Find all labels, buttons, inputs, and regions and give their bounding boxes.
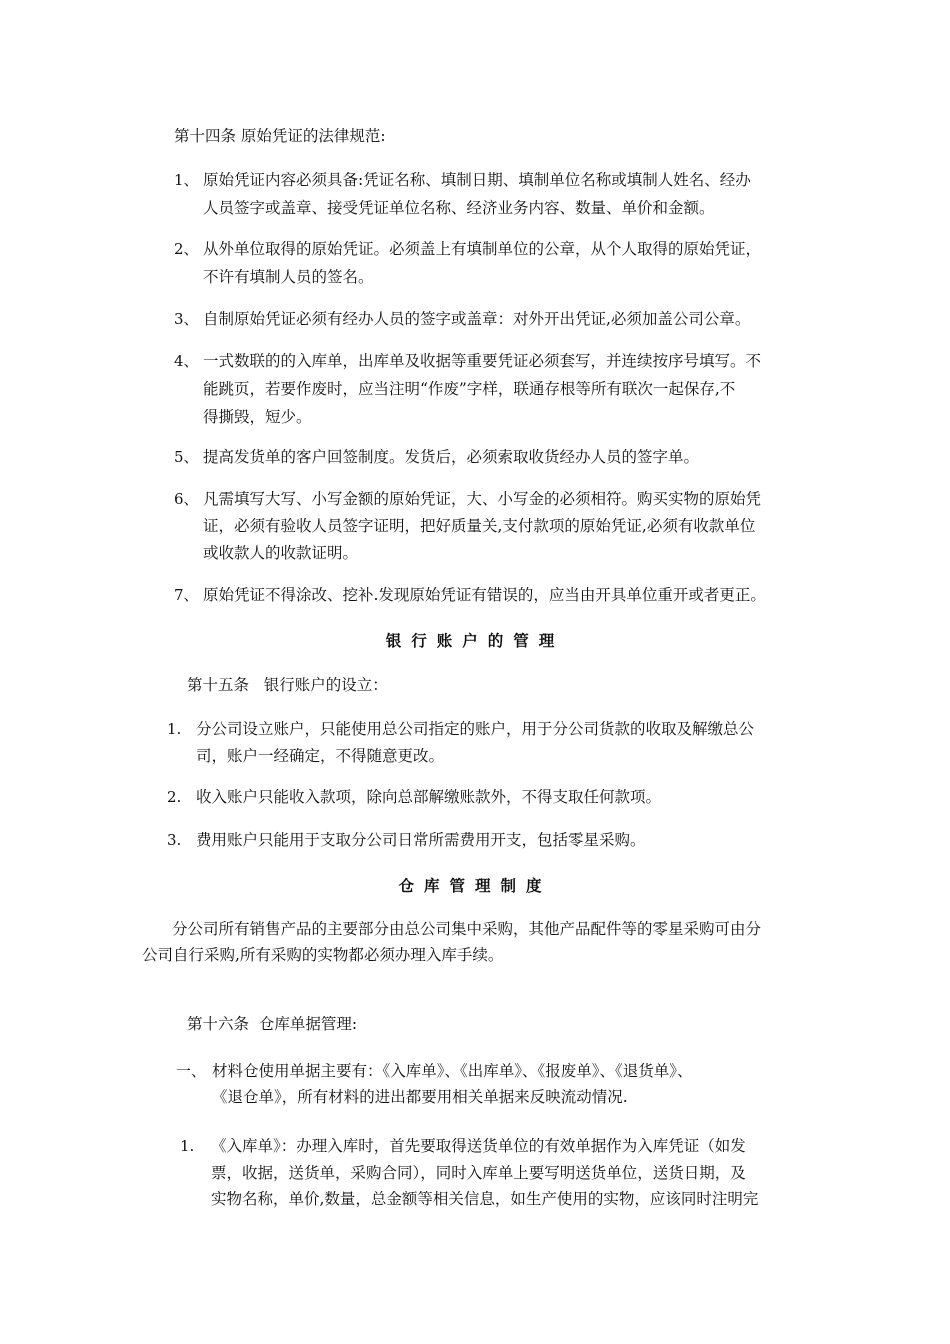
warehouse-item-1-line-2: 票，收据，送货单，采购合同），同时入库单上要写明送货单位，送货日期，及 <box>211 1164 746 1182</box>
bank-item-3-line-1: 费用账户只能用于支取分公司日常所需费用开支，包括零星采购。 <box>196 831 646 849</box>
art14-item-4-line-1: 一式数联的的入库单，出库单及收据等重要凭证必须套写，并连续按序号填写。不 <box>203 352 762 370</box>
warehouse-sub-line-2: 《退仓单》，所有材料的进出都要用相关单据来反映流动情况. <box>212 1088 628 1106</box>
art14-item-1-number: 1、 <box>174 171 199 189</box>
art14-item-2-line-2: 不许有填制人员的签名。 <box>203 268 374 286</box>
art14-item-4-line-3: 得撕毁，短少。 <box>203 408 312 426</box>
art14-item-2-line-1: 从外单位取得的原始凭证。必须盖上有填制单位的公章，从个人取得的原始凭证， <box>203 240 762 258</box>
art14-item-6-line-1: 凡需填写大写、小写金额的原始凭证，大、小写金的必须相符。购买实物的原始凭 <box>203 490 762 508</box>
article-16-title: 第十六条 仓库单据管理: <box>187 1015 358 1033</box>
art14-item-1-line-2: 人员签字或盖章、接受凭证单位名称、经济业务内容、数量、单价和金额。 <box>203 199 715 217</box>
warehouse-intro-line-1: 分公司所有销售产品的主要部分由总公司集中采购，其他产品配件等的零星采购可由分 <box>172 920 762 938</box>
art14-item-6-number: 6、 <box>174 490 199 508</box>
art14-item-2-number: 2、 <box>174 240 199 258</box>
art14-item-4-line-2: 能跳页，若要作废时，应当注明“作废”字样，联通存根等所有联次一起保存,不 <box>203 380 736 398</box>
art14-item-7-number: 7、 <box>174 586 199 604</box>
warehouse-item-1-number: 1. <box>180 1137 195 1155</box>
bank-item-2-line-1: 收入账户只能收入款项，除向总部解缴账款外，不得支取任何款项。 <box>196 788 662 806</box>
art14-item-7-line-1: 原始凭证不得涂改、挖补.发现原始凭证有错误的，应当由开具单位重开或者更正。 <box>203 586 766 604</box>
warehouse-intro-line-2: 公司自行采购,所有采购的实物都必须办理入库手续。 <box>142 946 504 964</box>
art14-item-6-line-3: 或收款人的收款证明。 <box>203 544 359 562</box>
article-15-title: 第十五条 银行账户的设立： <box>187 676 388 694</box>
art14-item-3-number: 3、 <box>174 310 199 328</box>
article-14-title: 第十四条 原始凭证的法律规范: <box>174 127 386 145</box>
art14-item-3-line-1: 自制原始凭证必须有经办人员的签字或盖章：对外开出凭证,必须加盖公司公章。 <box>203 310 751 328</box>
warehouse-sub-number: 一、 <box>176 1062 207 1080</box>
art14-item-1-line-1: 原始凭证内容必须具备:凭证名称、填制日期、填制单位名称或填制人姓名、经办 <box>203 171 751 189</box>
warehouse-item-1-line-1: 《入库单》：办理入库时，首先要取得送货单位的有效单据作为入库凭证（如发 <box>211 1137 746 1155</box>
warehouse-sub-line-1: 材料仓使用单据主要有：《入库单》、《出库单》、《报废单》、《退货单》、 <box>212 1062 693 1080</box>
bank-item-1-line-2: 司，账户一经确定，不得随意更改。 <box>196 747 445 765</box>
warehouse-item-1-line-3: 实物名称，单价,数量，总金额等相关信息，如生产使用的实物，应该同时注明完 <box>211 1190 759 1208</box>
bank-item-1-number: 1. <box>167 720 182 738</box>
section-heading-warehouse: 仓库管理制度 <box>398 876 552 895</box>
bank-item-1-line-1: 分公司设立账户，只能使用总公司指定的账户，用于分公司货款的收取及解缴总公 <box>196 720 755 738</box>
bank-item-2-number: 2. <box>167 788 182 806</box>
bank-item-3-number: 3. <box>167 831 182 849</box>
art14-item-4-number: 4、 <box>174 352 199 370</box>
art14-item-5-line-1: 提高发货单的客户回签制度。发货后，必须索取收货经办人员的签字单。 <box>203 448 700 466</box>
art14-item-6-line-2: 证，必须有验收人员签字证明，把好质量关,支付款项的原始凭证,必须有收款单位 <box>203 517 756 535</box>
art14-item-5-number: 5、 <box>174 448 199 466</box>
section-heading-bank-accounts: 银行账户的管理 <box>385 631 565 650</box>
